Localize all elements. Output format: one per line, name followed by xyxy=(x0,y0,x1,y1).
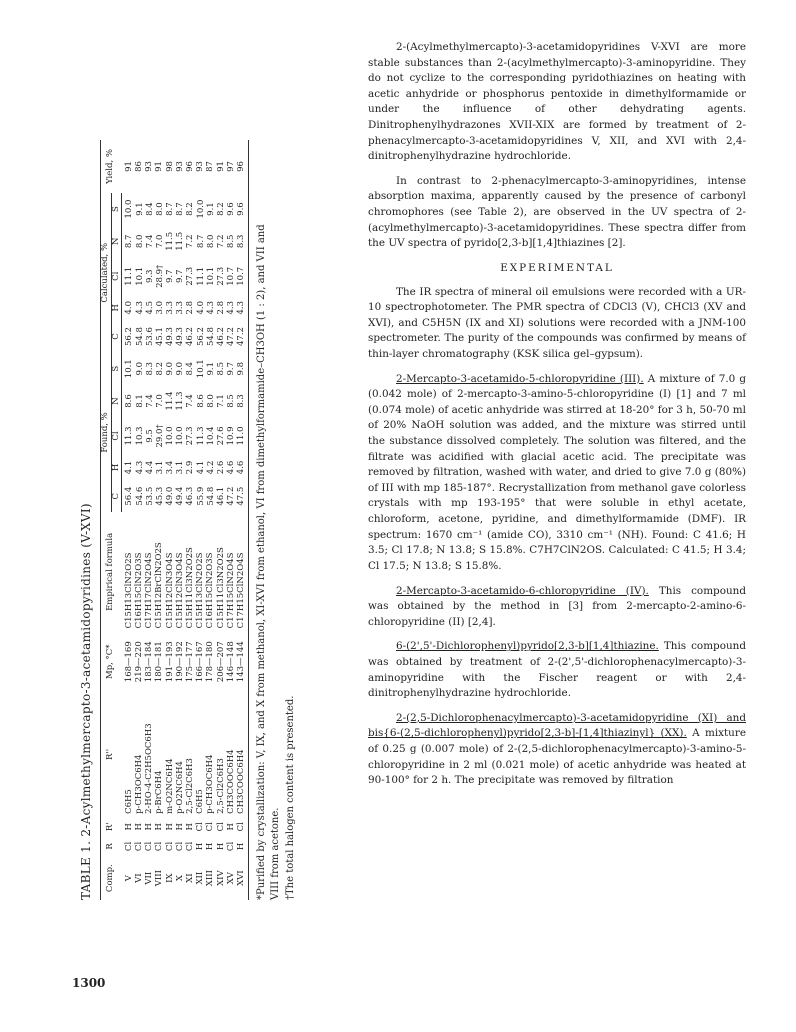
table-cell: 8.3 xyxy=(236,394,247,408)
table-cell: 168—169 xyxy=(123,641,134,683)
table-cell: 87 xyxy=(205,161,216,172)
table-cell: 10.1 xyxy=(205,266,216,286)
table-cell: 27.3 xyxy=(185,426,196,446)
table-cell: 54.8 xyxy=(205,486,216,506)
table-cell: 8.5 xyxy=(226,394,237,408)
right-column xyxy=(368,40,746,798)
table-cell: Cl xyxy=(195,822,206,832)
table-cell: 98 xyxy=(164,161,175,172)
table-cell: 4.3 xyxy=(205,301,216,315)
subheading-iii: 2-Mercapto-3-acetamido-5-chloropyridine (III). xyxy=(396,372,644,385)
table-cell: 86 xyxy=(134,161,145,172)
table-cell: 96 xyxy=(184,161,195,172)
table-cell: 3.1 xyxy=(154,460,165,475)
table-cell: 178—180 xyxy=(205,641,216,683)
table-cell: 3.3 xyxy=(175,301,186,315)
table-cell: 10.7 xyxy=(236,266,247,286)
table-cell: 166—167 xyxy=(195,641,206,683)
table-footnotes xyxy=(255,220,299,900)
table-cell: 7.2 xyxy=(216,234,227,249)
table-cell: 8.7 xyxy=(124,234,135,249)
table-cell: 4.3 xyxy=(134,460,145,475)
table-cell: H xyxy=(205,842,216,851)
th-found-c: C xyxy=(111,480,122,512)
table-cell: 29.0† xyxy=(154,424,165,448)
paragraph-1: 2-(Acylmethylmercapto)-3-acetamidopyridines V-XVI are more stable substances than 2-(acylmethylmercapto)-3-aminopyridine. They do not cyclize to the corresponding pyridothiazines on heating with acetic anhydride or phosphorus pentoxide in dimethylformamide or under the influence of other dehydrating agents. Dinitrophenylhydrazones XVII-XIX are formed by treatment of 2-phenacylmercapto-3-acetamidopyridines V, XII, and XVI with 2,4-dinitrophenylhydrazine hydrochloride. xyxy=(368,41,746,163)
table-cell: 190—192 xyxy=(174,641,185,683)
table-cell: 56.2 xyxy=(195,327,206,346)
paragraph-3: The IR spectra of mineral oil emulsions were recorded with a UR-10 spectrophotometer. The PMR spectra of CDCl3 (V), CHCl3 (XV and XVI), and C5H5N (IX and XI) solutions were recorded with a JNM-100 spectrometer. The purity of the compounds was confirmed by means of thin-layer chromatography (KSK silica gel–gypsum). xyxy=(368,285,746,360)
table-body-row xyxy=(122,140,248,900)
table-cell: 91 xyxy=(154,161,165,172)
table-cell: XV xyxy=(225,872,236,885)
table-cell: Cl xyxy=(134,841,145,852)
table-cell: 91 xyxy=(215,161,226,172)
col-calc-h xyxy=(122,295,248,320)
table-cell: 8.0 xyxy=(154,202,165,216)
table-cell: 8.0 xyxy=(205,234,216,249)
table-cell: Cl xyxy=(215,822,226,832)
table-caption: TABLE 1. 2-Acylmethylmercapto-3-acetamidopyridines (V-XVI) xyxy=(79,503,93,900)
th-comp: Comp. xyxy=(100,856,122,900)
paragraph-5 xyxy=(368,584,746,631)
col-found-h xyxy=(122,455,248,480)
table-cell: CH3COOC6H4 xyxy=(235,749,246,814)
col-found-n xyxy=(122,385,248,417)
th-calc-n: N xyxy=(111,225,122,257)
table-cell: 3.0 xyxy=(154,301,165,315)
table-cell: CH3COOC6H4 xyxy=(225,749,236,814)
table-cell: 9.7 xyxy=(175,269,186,284)
table-cell: C15H11Cl3N2O2S xyxy=(184,547,195,629)
col-formula xyxy=(122,512,248,631)
table-cell: 9.8 xyxy=(236,361,247,376)
subheading-thiazine: 6-(2',5'-Dichlorophenyl)pyrido[2,3-b][1,4]thiazine. xyxy=(396,640,659,653)
table-cell: 10.0 xyxy=(195,199,206,219)
table-cell: 8.7 xyxy=(165,202,176,216)
table-cell: XIII xyxy=(205,870,216,887)
table-cell: 4.6 xyxy=(226,460,237,475)
table-cell: 54.6 xyxy=(134,486,145,506)
table-cell: VII xyxy=(144,871,155,885)
table-cell: 7.4 xyxy=(185,394,196,408)
table-cell: 9.6 xyxy=(236,202,247,216)
col-found-cl xyxy=(122,417,248,455)
col-calc-n xyxy=(122,225,248,257)
table-cell: 8.3 xyxy=(236,234,247,249)
table-cell: XVI xyxy=(235,870,246,886)
table-cell: 11.1 xyxy=(124,266,135,286)
table-cell: XI xyxy=(184,873,195,883)
table-cell: 7.0 xyxy=(154,234,165,249)
col-found-c xyxy=(122,480,248,512)
table-cell: Cl xyxy=(184,841,195,852)
table-cell: 11.0 xyxy=(236,426,247,446)
table-cell: 143—144 xyxy=(235,641,246,683)
table-cell: C15H13ClN2O2S xyxy=(195,552,206,629)
table-cell: H xyxy=(134,823,145,831)
subheading-xi-xx: 2-(2,5-Dichlorophenacylmercapto)-3-acetamidopyridine (XI) and bis{6-(2,5-dichlorophenyl)pyrido[2,3-b]-[1,4]thiazinyl} (XX). xyxy=(368,711,746,740)
col-r1 xyxy=(122,817,248,837)
table-cell: 175—177 xyxy=(184,641,195,683)
table-cell: 8.6 xyxy=(195,394,206,408)
th-r1: R' xyxy=(100,817,122,837)
table-cell: 8.0 xyxy=(205,394,216,408)
table-cell: C17H15ClN2O4S xyxy=(225,552,236,629)
table-cell: 9.6 xyxy=(226,202,237,216)
table-cell: 10.0 xyxy=(124,199,135,219)
table-cell: 46.2 xyxy=(185,327,196,346)
table-cell: C15H12ClN3O4S xyxy=(174,552,185,629)
th-yield: Yield, % xyxy=(100,140,122,193)
table-cell: C6H5 xyxy=(123,789,134,814)
th-found: Found, % xyxy=(100,353,111,513)
table-cell: 7.1 xyxy=(216,394,227,408)
table-cell: 9.1 xyxy=(205,361,216,376)
table-cell: 10.4 xyxy=(205,426,216,446)
table-cell: 4.3 xyxy=(134,301,145,315)
table-cell: H xyxy=(225,823,236,831)
th-calc-s: S xyxy=(111,193,122,225)
table-cell: 146—148 xyxy=(225,641,236,683)
table-cell: H xyxy=(184,823,195,831)
col-calc-c xyxy=(122,320,248,352)
table-cell: 7.2 xyxy=(185,234,196,249)
table-cell: 219—220 xyxy=(134,641,145,683)
table-cell: H xyxy=(215,842,226,851)
section-heading-experimental: EXPERIMENTAL xyxy=(500,261,614,274)
table-cell: 9.3 xyxy=(144,269,155,284)
table-cell: 4.5 xyxy=(144,301,155,315)
table-cell: H xyxy=(174,823,185,831)
th-calc-h: H xyxy=(111,295,122,320)
table-cell: X xyxy=(174,875,185,882)
paragraph-4 xyxy=(368,372,746,575)
table-cell: 93 xyxy=(174,161,185,172)
table-cell: 2.6 xyxy=(216,460,227,475)
table-cell: 7.0 xyxy=(154,394,165,408)
th-calc-c: C xyxy=(111,320,122,352)
paragraph-2: In contrast to 2-phenacylmercapto-3-aminopyridines, intense absorption maxima, apparently caused by the presence of carbonyl chromophores (see Table 2), are observed in the UV spectra of 2-(acylmethylmercapto)-3-acetamidopyridines. These spectra differ from the UV spectra of pyrido[2,3-b][1,4]thiazines [2]. xyxy=(368,174,746,250)
table-cell: 8.0 xyxy=(134,234,145,249)
col-mp xyxy=(122,631,248,692)
col-calc-s xyxy=(122,193,248,225)
table-cell: Cl xyxy=(164,841,175,852)
table-cell: 11.5 xyxy=(175,231,186,251)
th-r2: R'' xyxy=(100,692,122,817)
table-cell: H xyxy=(123,823,134,831)
table-cell: 10.1 xyxy=(195,359,206,379)
table-cell: 28.9† xyxy=(154,264,165,288)
table-cell: 9.7 xyxy=(226,361,237,376)
table-cell: 11.5 xyxy=(165,231,176,251)
table-cell: 8.7 xyxy=(195,234,206,249)
table-cell: H xyxy=(164,823,175,831)
table-cell: 46.3 xyxy=(185,486,196,506)
table-cell: 11.3 xyxy=(195,426,206,446)
table-cell: C15H12ClN3O4S xyxy=(164,552,175,629)
table-cell: 49.4 xyxy=(175,486,186,506)
table-1 xyxy=(80,110,370,900)
table-cell: VI xyxy=(134,873,145,883)
table-cell: C15H13ClN2O2S xyxy=(123,552,134,629)
table-cell: H xyxy=(235,842,246,851)
table-cell: 8.5 xyxy=(226,234,237,249)
table-cell: 9.5 xyxy=(144,429,155,443)
table-cell: 55.9 xyxy=(195,486,206,506)
subheading-iv: 2-Mercapto-3-acetamido-6-chloropyridine (IV). xyxy=(396,584,649,597)
table-cell: 4.3 xyxy=(236,301,247,315)
table-cell: 8.6 xyxy=(124,394,135,408)
table-cell: Cl xyxy=(235,822,246,832)
th-found-s: S xyxy=(111,353,122,385)
table-cell: C15H12BrClN2O2S xyxy=(154,542,165,629)
footnote-2: †The total halogen content is presented. xyxy=(284,695,296,900)
table-cell: 4.0 xyxy=(124,301,135,315)
paragraph-7-body: A mixture of 0.25 g (0.007 mole) of 2-(2,5-dichlorophenacylmercapto)-3-amino-5-chloropyridine in 2 ml (0.021 mole) of acetic anhydride was heated at 90-100° for 2 h. The precipitate was removed by filtration xyxy=(368,727,746,787)
table-cell: H xyxy=(144,823,155,831)
table-cell: 8.3 xyxy=(144,361,155,376)
table-cell: 8.2 xyxy=(185,202,196,216)
table-cell: 91 xyxy=(123,161,134,172)
table-cell: 4.3 xyxy=(226,301,237,315)
table-cell: 54.8 xyxy=(134,327,145,346)
table-cell: 47.2 xyxy=(226,486,237,506)
table-cell: 93 xyxy=(144,161,155,172)
table-cell: 9.1 xyxy=(134,202,145,216)
col-calc-cl xyxy=(122,257,248,295)
table-cell: 47.5 xyxy=(236,486,247,506)
col-found-s xyxy=(122,353,248,385)
table-cell: 27.3 xyxy=(216,266,227,286)
page-number: 1300 xyxy=(72,976,106,990)
table-cell: 10.7 xyxy=(226,266,237,286)
th-found-cl: Cl xyxy=(111,417,122,455)
table-cell: 56.4 xyxy=(124,486,135,506)
col-yield xyxy=(122,140,248,193)
table-cell: 4.4 xyxy=(144,460,155,475)
table-cell: 27.6 xyxy=(216,426,227,446)
table-cell: 45.1 xyxy=(154,327,165,346)
table-cell: 2-HO-4-C2H5OC6H3 xyxy=(144,723,155,814)
th-calculated: Calculated, % xyxy=(100,193,111,353)
table-cell: 56.2 xyxy=(124,327,135,346)
table-cell: 8.1 xyxy=(134,394,145,408)
table-cell: 9.0 xyxy=(165,361,176,376)
th-r: R xyxy=(100,837,122,857)
table-cell: 11.3 xyxy=(124,426,135,446)
table-cell: 10.9 xyxy=(226,426,237,446)
table-cell: 27.3 xyxy=(185,266,196,286)
table-cell: 2,5-Cl2C6H3 xyxy=(215,758,226,814)
col-r xyxy=(122,837,248,857)
table-cell: 2.8 xyxy=(216,301,227,315)
table-cell: XII xyxy=(195,871,206,885)
table-cell: 10.0 xyxy=(165,426,176,446)
table-cell: 11.1 xyxy=(195,266,206,286)
table-cell: 2.9 xyxy=(185,460,196,475)
table-cell: 4.1 xyxy=(124,460,135,475)
table-cell: XIV xyxy=(215,870,226,886)
th-formula: Empirical formula xyxy=(100,512,122,631)
table-cell: 11.4 xyxy=(165,391,176,411)
table-cell: 8.5 xyxy=(216,361,227,376)
table-cell: Cl xyxy=(225,841,236,852)
table-cell: 10.0 xyxy=(175,426,186,446)
table-cell: 47.2 xyxy=(226,327,237,346)
table-cell: C15H11Cl3N2O2S xyxy=(215,547,226,629)
table-cell: 10.1 xyxy=(134,266,145,286)
th-found-n: N xyxy=(111,385,122,417)
table-cell: Cl xyxy=(154,841,165,852)
table-cell: 8.2 xyxy=(154,361,165,376)
table-cell: 53.5 xyxy=(144,486,155,506)
table-cell: 4.6 xyxy=(236,460,247,475)
table-cell: p-BrC6H4 xyxy=(154,770,165,814)
table-cell: C17H15ClN2O4S xyxy=(235,552,246,629)
table-cell: 7.4 xyxy=(144,394,155,408)
table-cell: 9.0 xyxy=(134,361,145,376)
table-cell: 206—207 xyxy=(215,641,226,683)
th-mp: Mp, °C* xyxy=(100,631,122,692)
th-calc-cl: Cl xyxy=(111,257,122,295)
table-cell: 180—181 xyxy=(154,641,165,683)
table-cell: 9.1 xyxy=(205,202,216,216)
table-cell: Cl xyxy=(174,841,185,852)
table-cell: 46.1 xyxy=(216,486,227,506)
table-cell: p-O2NC6H4 xyxy=(174,761,185,814)
table-cell: 53.6 xyxy=(144,327,155,346)
table-cell: 3.4 xyxy=(165,460,176,475)
paragraph-6-body: This compound was obtained by treatment of 2-(2',5'-dichlorophenacylmercapto)-3-aminopyridine with the Fischer reagent or with 2,4-dinitrophenylhydrazine hydrochloride. xyxy=(368,640,746,700)
paragraph-4-body: A mixture of 7.0 g (0.042 mole) of 2-mercapto-3-amino-5-chloropyridine (I) [1] and 7 ml (0.074 mole) of acetic anhydride was stirred at 18-20° for 3 h, 50-70 ml of 20% NaOH solution was added, and the mixture was stirred until the substance dissolved completely. The solution was filtered, and the filtrate was acidified with glacial acetic acid. The precipitate was removed by filtration, washed with water, and dried to give 7.0 g (80%) of III with mp 185-187°. Recrystallization from methanol gave colorless crystals with mp 193-195° that were soluble in ethyl acetate, chloroform, acetone, pyridine, and dimethylformamide (DMF). IR spectrum: 1670 cm⁻¹ (amide CO), 3310 cm⁻¹ (NH). Found: C 41.6; H 3.5; Cl 17.8; N 13.8; S 15.8%. C7H7ClN2OS. Calculated: C 41.5; H 3.4; Cl 17.5; N 13.8; S 15.8%. xyxy=(368,372,746,572)
table-cell: C6H5 xyxy=(195,789,206,814)
table-cell: p-CH3OC6H4 xyxy=(205,754,216,814)
table-cell: 96 xyxy=(235,161,246,172)
table-cell: VIII xyxy=(154,870,165,887)
data-table xyxy=(100,140,249,900)
footnote-1: *Purified by crystallization: V, IX, and X from methanol, XI-XVI from ethanol, VI from dimethylformamide–CH3OH (1 : 2), and VII and VIII from acetone. xyxy=(255,224,282,900)
paragraph-6 xyxy=(368,639,746,701)
table-cell: 4.2 xyxy=(205,460,216,475)
table-cell: 3.3 xyxy=(165,301,176,315)
table-cell: H xyxy=(154,823,165,831)
table-cell: 8.4 xyxy=(185,361,196,376)
table-cell: m-O2NC6H4 xyxy=(164,758,175,814)
paragraph-7 xyxy=(368,711,746,789)
table-cell: 183—184 xyxy=(144,641,155,683)
table-cell: 11.3 xyxy=(175,391,186,411)
table-cell: 2,5-Cl2C6H3 xyxy=(184,758,195,814)
table-cell: 3.1 xyxy=(175,460,186,475)
table-cell: 8.2 xyxy=(216,202,227,216)
table-cell: 45.3 xyxy=(154,486,165,506)
table-cell: 8.7 xyxy=(175,202,186,216)
table-cell: H xyxy=(195,842,206,851)
table-cell: 9.7 xyxy=(165,269,176,284)
paragraph-5-body: This compound was obtained by the method in [3] from 2-mercapto-2-amino-6-chloropyridine (II) [2,4]. xyxy=(368,584,746,628)
table-cell: C16H15ClN2O3S xyxy=(205,552,216,629)
table-cell: 93 xyxy=(195,161,206,172)
table-cell: C16H15ClN2O3S xyxy=(134,552,145,629)
table-cell: 49.3 xyxy=(165,327,176,346)
table-cell: 49.3 xyxy=(175,327,186,346)
table-cell: 46.2 xyxy=(216,327,227,346)
table-cell: Cl xyxy=(205,822,216,832)
table-cell: 47.2 xyxy=(236,327,247,346)
table-cell: p-CH3OC6H4 xyxy=(134,754,145,814)
col-comp xyxy=(122,856,248,900)
table-cell: 97 xyxy=(225,161,236,172)
table-cell: 10.1 xyxy=(124,359,135,379)
col-r2 xyxy=(122,692,248,817)
table-cell: 4.1 xyxy=(195,460,206,475)
table-cell: Cl xyxy=(123,841,134,852)
table-cell: 49.0 xyxy=(165,486,176,506)
table-cell: 10.3 xyxy=(134,426,145,446)
table-cell: C17H17ClN2O4S xyxy=(144,552,155,629)
table-cell: 7.4 xyxy=(144,234,155,249)
table-cell: IX xyxy=(164,873,175,883)
table-cell: 2.8 xyxy=(185,301,196,315)
th-found-h: H xyxy=(111,455,122,480)
table-cell: 54.8 xyxy=(205,327,216,346)
table-cell: 9.0 xyxy=(175,361,186,376)
table-cell: V xyxy=(123,875,134,882)
table-cell: 8.4 xyxy=(144,202,155,216)
table-cell: 4.0 xyxy=(195,301,206,315)
table-cell: Cl xyxy=(144,841,155,852)
table-cell: 191—193 xyxy=(164,641,175,683)
